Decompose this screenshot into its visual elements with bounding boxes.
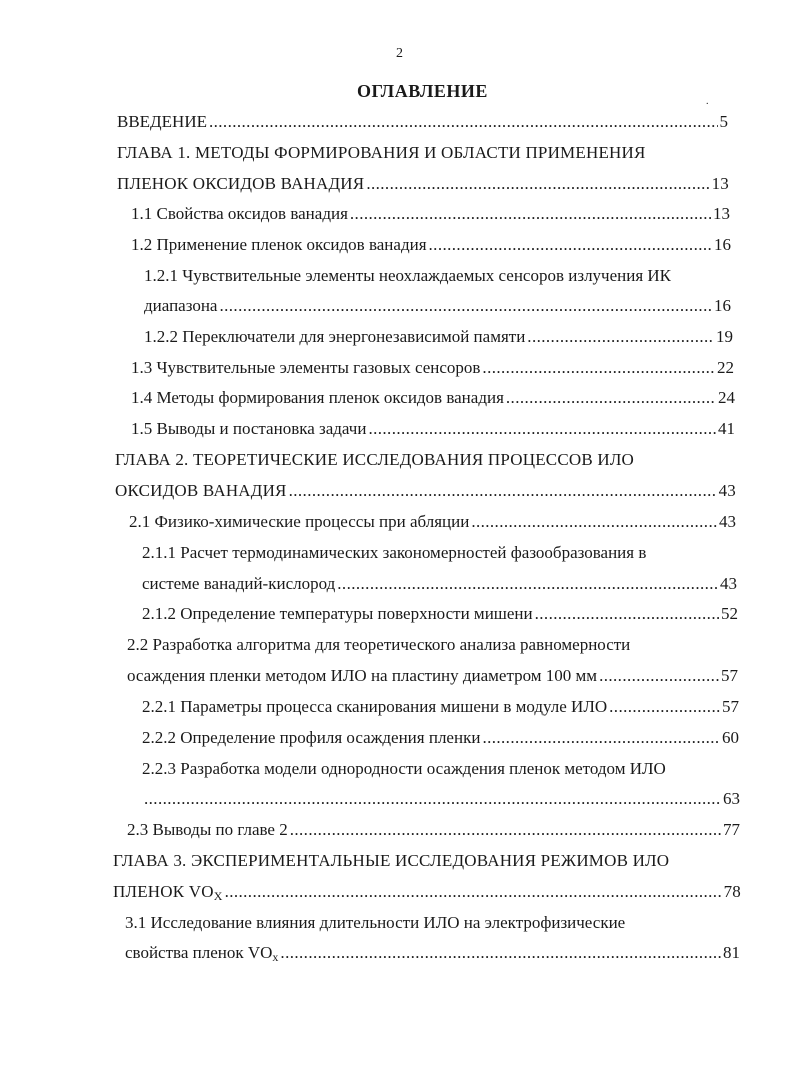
- toc-leader-dots: [289, 479, 717, 503]
- toc-leader-dots: [535, 602, 719, 626]
- toc-entry-title: 2.3 Выводы по главе 2: [127, 820, 288, 839]
- toc-entry-2-2-3[interactable]: [142, 787, 740, 811]
- toc-chapter-3-line-1[interactable]: ГЛАВА 3. ЭКСПЕРИМЕНТАЛЬНЫЕ ИССЛЕДОВАНИЯ РЕЖИМОВ ИЛО: [113, 851, 670, 870]
- toc-entry-page: 43: [719, 512, 736, 531]
- toc-entry-title: свойства пленок VOx: [125, 943, 279, 964]
- toc-entry-3-1-line-1[interactable]: 3.1 Исследование влияния длительности ИЛО на электрофизические: [125, 913, 626, 932]
- toc-leader-dots: [482, 726, 720, 750]
- toc-entry-2-2-3-line-1[interactable]: 2.2.3 Разработка модели однородности осаждения пленок методом ИЛО: [142, 759, 666, 778]
- toc-entry-page: 81: [723, 943, 740, 962]
- toc-entry-1-2[interactable]: [131, 233, 731, 257]
- toc-entry-chapter-3[interactable]: [113, 880, 741, 904]
- toc-entry-2-1-1[interactable]: [142, 572, 737, 596]
- toc-entry-page: 16: [714, 235, 731, 254]
- toc-entry-page: 63: [723, 789, 740, 808]
- toc-entry-2-1-2[interactable]: [142, 602, 738, 626]
- toc-entry-2-1[interactable]: [129, 510, 736, 534]
- toc-leader-dots: [280, 941, 721, 965]
- toc-entry-title: ВВЕДЕНИЕ: [117, 112, 207, 131]
- toc-entry-page: 43: [720, 574, 737, 593]
- toc-leader-dots: [366, 172, 709, 196]
- toc-entry-page: 5: [719, 112, 728, 131]
- toc-chapter-2-line-1[interactable]: ГЛАВА 2. ТЕОРЕТИЧЕСКИЕ ИССЛЕДОВАНИЯ ПРОЦЕССОВ ИЛО: [115, 450, 635, 469]
- toc-entry-intro[interactable]: [117, 110, 728, 134]
- toc-entry-title: осаждения пленки методом ИЛО на пластину диаметром 100 мм: [127, 666, 598, 685]
- toc-leader-dots: [368, 417, 716, 441]
- toc-entry-2-2[interactable]: [127, 664, 738, 688]
- toc-leader-dots: [506, 386, 716, 410]
- toc-entry-page: 24: [718, 388, 735, 407]
- toc-entry-1-5[interactable]: [131, 417, 735, 441]
- toc-entry-1-2-1[interactable]: [144, 294, 731, 318]
- toc-entry-title: ОКСИДОВ ВАНАДИЯ: [115, 481, 287, 500]
- toc-entry-title: 1.1 Свойства оксидов ванадия: [131, 204, 348, 223]
- toc-entry-page: 78: [723, 882, 741, 901]
- toc-entry-page: 13: [713, 204, 730, 223]
- toc-entry-page: 22: [717, 358, 734, 377]
- toc-leader-dots: [144, 787, 721, 811]
- toc-entry-2-2-line-1[interactable]: 2.2 Разработка алгоритма для теоретического анализа равномерности: [127, 635, 631, 654]
- toc-entry-title: 1.5 Выводы и постановка задачи: [131, 419, 367, 438]
- toc-entry-1-1[interactable]: [131, 202, 730, 226]
- toc-leader-dots: [225, 880, 722, 904]
- toc-chapter-1-line-1[interactable]: ГЛАВА 1. МЕТОДЫ ФОРМИРОВАНИЯ И ОБЛАСТИ ПРИМЕНЕНИЯ: [117, 143, 646, 162]
- toc-title: ОГЛАВЛЕНИЕ: [357, 81, 488, 101]
- toc-leader-dots: [471, 510, 717, 534]
- toc-entry-page: 19: [716, 327, 733, 346]
- toc-leader-dots: [527, 325, 714, 349]
- toc-entry-1-2-2[interactable]: [144, 325, 733, 349]
- toc-entry-chapter-2[interactable]: [115, 479, 736, 503]
- toc-entry-1-2-1-line-1[interactable]: 1.2.1 Чувствительные элементы неохлаждаемых сенсоров излучения ИК: [144, 266, 672, 285]
- toc-entry-page: 60: [722, 728, 739, 747]
- toc-entry-page: 16: [714, 296, 731, 315]
- toc-entry-2-2-1[interactable]: [142, 695, 739, 719]
- toc-entry-title: 1.2.2 Переключатели для энергонезависимой памяти: [144, 327, 526, 346]
- toc-entry-title: ПЛЕНОК ОКСИДОВ ВАНАДИЯ: [117, 174, 365, 193]
- toc-leader-dots: [609, 695, 720, 719]
- toc-leader-dots: [337, 572, 718, 596]
- toc-entry-page: 41: [718, 419, 735, 438]
- toc-entry-title: 1.3 Чувствительные элементы газовых сенсоров: [131, 358, 481, 377]
- toc-entry-title: диапазона: [144, 296, 218, 315]
- toc-entry-2-1-1-line-1[interactable]: 2.1.1 Расчет термодинамических закономерностей фазообразования в: [142, 543, 647, 562]
- toc-leader-dots: [350, 202, 711, 226]
- toc-leader-dots: [219, 294, 712, 318]
- toc-entry-title: 2.1 Физико-химические процессы при абляции: [129, 512, 470, 531]
- toc-entry-page: 57: [722, 697, 739, 716]
- toc-entry-page: 52: [721, 604, 738, 623]
- toc-leader-dots: [209, 110, 718, 134]
- scan-speck: .: [706, 96, 709, 107]
- toc-entry-title: 2.1.2 Определение температуры поверхности мишени: [142, 604, 533, 623]
- toc-entry-page: 13: [711, 174, 729, 193]
- toc-entry-title: системе ванадий-кислород: [142, 574, 336, 593]
- toc-entry-1-3[interactable]: [131, 356, 734, 380]
- page-number: 2: [396, 46, 403, 61]
- toc-entry-title: 2.2.1 Параметры процесса сканирования мишени в модуле ИЛО: [142, 697, 608, 716]
- toc-leader-dots: [290, 818, 721, 842]
- toc-entry-page: 77: [723, 820, 740, 839]
- toc-leader-dots: [482, 356, 715, 380]
- toc-entry-title: 1.2 Применение пленок оксидов ванадия: [131, 235, 427, 254]
- toc-leader-dots: [599, 664, 719, 688]
- toc-entry-title: 2.2.2 Определение профиля осаждения пленки: [142, 728, 481, 747]
- toc-entry-1-4[interactable]: [131, 386, 735, 410]
- toc-entry-3-1[interactable]: [125, 941, 740, 965]
- toc-entry-2-3[interactable]: [127, 818, 740, 842]
- toc-entry-title: 1.4 Методы формирования пленок оксидов ванадия: [131, 388, 504, 407]
- toc-leader-dots: [429, 233, 712, 257]
- toc-entry-2-2-2[interactable]: [142, 726, 739, 750]
- toc-entry-page: 57: [721, 666, 738, 685]
- toc-entry-chapter-1[interactable]: [117, 172, 729, 196]
- toc-entry-page: 43: [718, 481, 736, 500]
- toc-entry-title: ПЛЕНОК VOX: [113, 882, 223, 903]
